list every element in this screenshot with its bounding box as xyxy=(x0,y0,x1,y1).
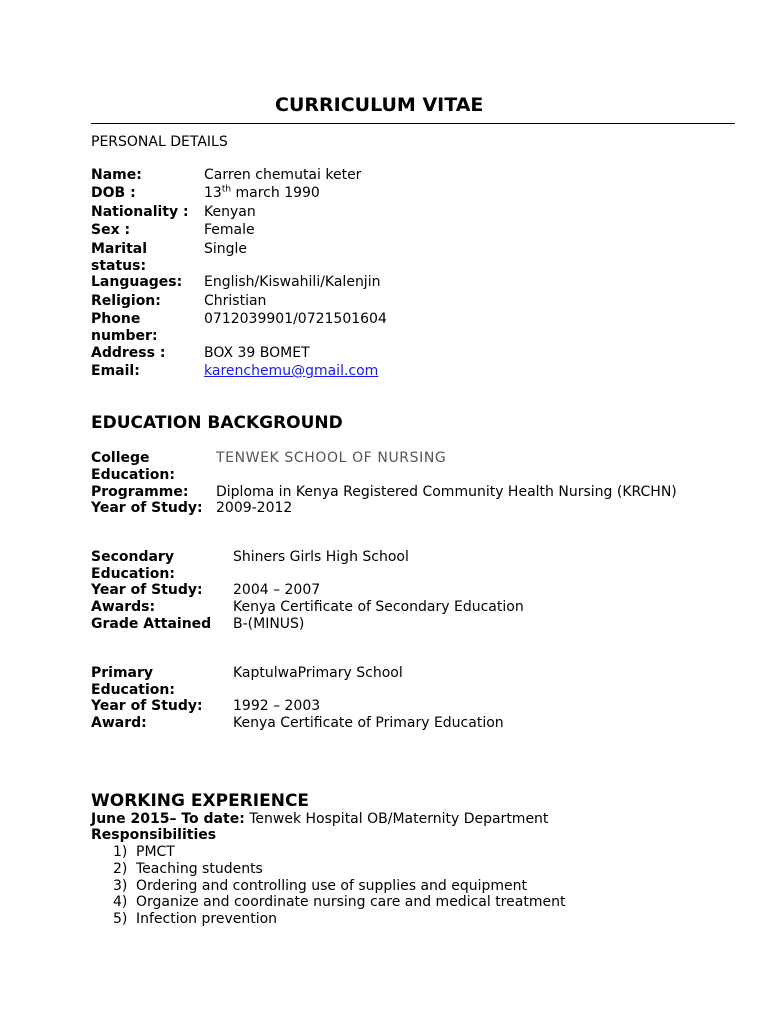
name-value: Carren chemutai keter xyxy=(204,167,362,183)
personal-details-heading: PERSONAL DETAILS xyxy=(91,134,228,150)
secondary-year-value: 2004 – 2007 xyxy=(233,582,321,598)
college-year-label: Year of Study: xyxy=(91,500,203,516)
dob-day: 13 xyxy=(204,185,222,201)
responsibility-number: 5) xyxy=(113,911,128,927)
phone-label-line2: number: xyxy=(91,328,158,344)
responsibilities-heading: Responsibilities xyxy=(91,827,217,843)
work-place: Tenwek Hospital OB/Maternity Department xyxy=(244,811,549,827)
secondary-awards-label: Awards: xyxy=(91,599,156,615)
dob-month-year: march 1990 xyxy=(231,185,320,201)
email-link[interactable]: karenchemu@gmail.com xyxy=(204,363,379,379)
religion-value: Christian xyxy=(204,293,267,309)
education-heading: EDUCATION BACKGROUND xyxy=(91,413,343,433)
marital-label-line2: status: xyxy=(91,258,147,274)
college-year-value: 2009-2012 xyxy=(216,500,293,516)
languages-value: English/Kiswahili/Kalenjin xyxy=(204,274,381,290)
nationality-label: Nationality : xyxy=(91,204,189,220)
responsibility-number: 1) xyxy=(113,844,128,860)
marital-label-line1: Marital xyxy=(91,241,148,257)
responsibility-item: Organize and coordinate nursing care and medical treatment xyxy=(136,894,566,910)
responsibility-item: Infection prevention xyxy=(136,911,278,927)
sex-label: Sex : xyxy=(91,222,131,238)
secondary-year-label: Year of Study: xyxy=(91,582,203,598)
college-label-line1: College xyxy=(91,450,150,466)
nationality-value: Kenyan xyxy=(204,204,256,220)
dob-value xyxy=(204,185,320,201)
secondary-label-line2: Education: xyxy=(91,566,175,582)
dob-label: DOB : xyxy=(91,185,136,201)
programme-value: Diploma in Kenya Registered Community Health Nursing (KRCHN) xyxy=(216,484,677,500)
name-label: Name: xyxy=(91,167,142,183)
primary-year-value: 1992 – 2003 xyxy=(233,698,321,714)
title-divider xyxy=(91,123,735,124)
languages-label: Languages: xyxy=(91,274,183,290)
responsibility-item: Teaching students xyxy=(136,861,263,877)
work-period: June 2015– To date: xyxy=(91,811,245,827)
religion-label: Religion: xyxy=(91,293,161,309)
programme-label: Programme: xyxy=(91,484,189,500)
secondary-awards-value: Kenya Certificate of Secondary Education xyxy=(233,599,524,615)
responsibility-number: 2) xyxy=(113,861,128,877)
dob-suffix: th xyxy=(221,184,232,195)
address-value: BOX 39 BOMET xyxy=(204,345,310,361)
responsibility-number: 4) xyxy=(113,894,128,910)
primary-value: KaptulwaPrimary School xyxy=(233,665,403,681)
email-label: Email: xyxy=(91,363,140,379)
address-label: Address : xyxy=(91,345,166,361)
primary-award-value: Kenya Certificate of Primary Education xyxy=(233,715,504,731)
primary-label-line1: Primary xyxy=(91,665,154,681)
page-title: CURRICULUM VITAE xyxy=(275,94,484,116)
phone-label-line1: Phone xyxy=(91,311,141,327)
sex-value: Female xyxy=(204,222,255,238)
primary-label-line2: Education: xyxy=(91,682,175,698)
college-value: TENWEK SCHOOL OF NURSING xyxy=(216,450,447,466)
responsibility-item: PMCT xyxy=(136,844,175,860)
primary-award-label: Award: xyxy=(91,715,147,731)
secondary-value: Shiners Girls High School xyxy=(233,549,409,565)
work-heading: WORKING EXPERIENCE xyxy=(91,791,310,811)
secondary-label-line1: Secondary xyxy=(91,549,174,565)
responsibility-item: Ordering and controlling use of supplies and equipment xyxy=(136,878,527,894)
responsibility-number: 3) xyxy=(113,878,128,894)
marital-value: Single xyxy=(204,241,248,257)
grade-value: B-(MINUS) xyxy=(233,616,305,632)
grade-label: Grade Attained xyxy=(91,616,212,632)
college-label-line2: Education: xyxy=(91,467,175,483)
phone-value: 0712039901/0721501604 xyxy=(204,311,387,327)
primary-year-label: Year of Study: xyxy=(91,698,203,714)
work-entry xyxy=(91,811,548,827)
